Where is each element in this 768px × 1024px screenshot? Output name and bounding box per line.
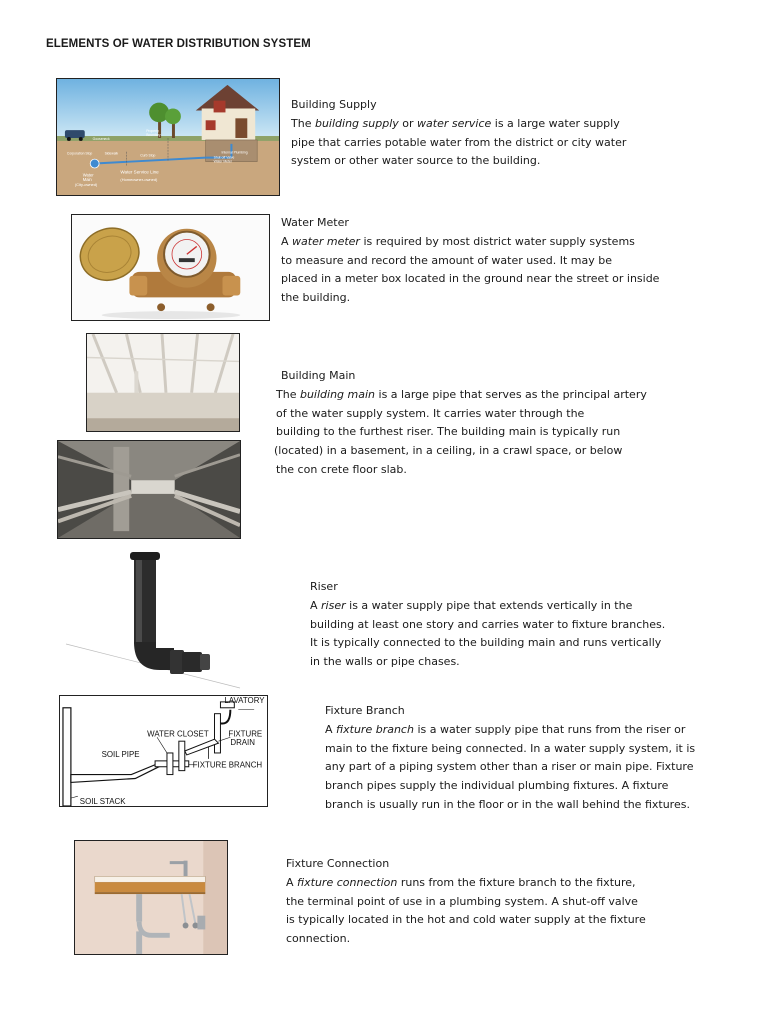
water-meter-line-2: to measure and record the amount of water used. It may be (281, 253, 612, 267)
label-shutoff-valve: Shut-off Valve (213, 155, 235, 160)
section-fixture-connection (286, 855, 646, 949)
building-supply-line-2: pipe that carries potable water from the district or city water (291, 135, 627, 149)
fixture-connection-line-2: the terminal point of use in a plumbing system. A shut-off valve (286, 894, 638, 908)
section-building-main (276, 367, 647, 480)
riser-line-4: in the walls or pipe chases. (310, 655, 460, 669)
riser-line-3: It is typically connected to the building main and runs vertically (310, 636, 662, 650)
riser-line-1: A riser is a water supply pipe that extends vertically in the (310, 598, 633, 612)
water-meter-line-4: the building. (281, 291, 351, 305)
heading-fixture-branch: Fixture Branch (325, 704, 405, 717)
label-lavatory: LAVATORY (224, 696, 265, 705)
label-fixture-branch: FIXTURE BRANCH (192, 760, 263, 770)
label-property-boundary-2: Boundary (146, 133, 161, 138)
fixture-branch-line-2: main to the fixture being connected. In a water supply system, it is (325, 741, 696, 755)
label-water-service-line: Water Service Line (120, 169, 159, 175)
label-water-meter: Water Meter (213, 159, 232, 164)
label-water-main: Water (82, 172, 94, 178)
fixture-connection-line-4: connection. (286, 932, 351, 946)
label-soil-pipe: SOIL PIPE (101, 749, 140, 759)
label-soil-stack: SOIL STACK (79, 797, 126, 806)
fixture-connection-line-3: is typically located in the hot and cold water supply at the fixture (286, 913, 646, 927)
fixture-branch-line-3: any part of a piping system other than a riser or main pipe. Fixture (325, 760, 694, 774)
water-meter-line-3: placed in a meter box located in the ground near the street or inside (281, 272, 660, 286)
label-fixture-drain-2: DRAIN (230, 738, 255, 748)
section-water-meter (281, 214, 659, 308)
fixture-connection-line-1: A fixture connection runs from the fixture branch to the fixture, (286, 875, 636, 889)
building-supply-line-3: system or other water source to the building. (291, 154, 541, 168)
building-supply-line-1: The building supply or water service is a large water supply (291, 116, 620, 130)
building-main-line-5: the con crete floor slab. (276, 462, 407, 476)
label-water-closet: WATER CLOSET (147, 729, 209, 739)
label-fixture-drain: FIXTURE (228, 729, 263, 739)
riser-line-2: building at least one story and carries water to fixture branches. (310, 617, 666, 631)
water-meter-line-1: A water meter is required by most district water supply systems (281, 234, 635, 248)
label-sidewalk: Sidewalk (104, 151, 119, 156)
section-riser (310, 578, 665, 672)
building-main-line-3: building to the furthest riser. The building main is typically run (276, 425, 621, 439)
section-fixture-branch (325, 702, 695, 815)
section-building-supply (291, 96, 626, 171)
heading-fixture-connection: Fixture Connection (286, 857, 390, 870)
label-water-main-2: Main (82, 177, 92, 183)
document-title: ELEMENTS OF WATER DISTRIBUTION SYSTEM (46, 38, 311, 50)
fixture-branch-line-1: A fixture branch is a water supply pipe that runs from the riser or (325, 722, 686, 736)
heading-water-meter: Water Meter (281, 216, 349, 229)
label-curb-stop: Curb Stop (140, 153, 156, 158)
heading-building-main: Building Main (281, 369, 356, 382)
label-property-boundary: Property (146, 129, 159, 134)
label-corporation-stop: Corporation Stop (66, 151, 93, 156)
riser-pipe-illustration (64, 552, 242, 690)
fixture-branch-line-5: branch is usually run in the floor or in the wall behind the fixtures. (325, 797, 690, 811)
building-main-line-2: of the water supply system. It carries water through the (276, 406, 585, 420)
heading-building-supply: Building Supply (291, 98, 377, 111)
label-homeowner-owned: (Homeowner-owned) (120, 177, 158, 183)
label-city-owned: (City-owned) (74, 182, 98, 188)
building-main-line-1: The building main is a large pipe that serves as the principal artery (276, 387, 647, 401)
building-main-line-4: (located) in a basement, in a ceiling, in a crawl space, or below (274, 444, 623, 458)
fixture-branch-diagram (59, 695, 268, 807)
fixture-branch-line-4: branch pipes supply the individual plumbing fixtures. A fixture (325, 779, 669, 793)
building-supply-illustration (56, 78, 280, 196)
building-main-tunnel-photo (57, 440, 241, 539)
building-main-ceiling-photo (86, 333, 240, 432)
heading-riser: Riser (310, 580, 338, 593)
water-meter-photo (71, 214, 270, 321)
fixture-connection-illustration (74, 840, 228, 955)
label-gooseneck: Gooseneck (92, 136, 110, 141)
label-internal-plumbing: Internal Plumbing (221, 150, 248, 155)
